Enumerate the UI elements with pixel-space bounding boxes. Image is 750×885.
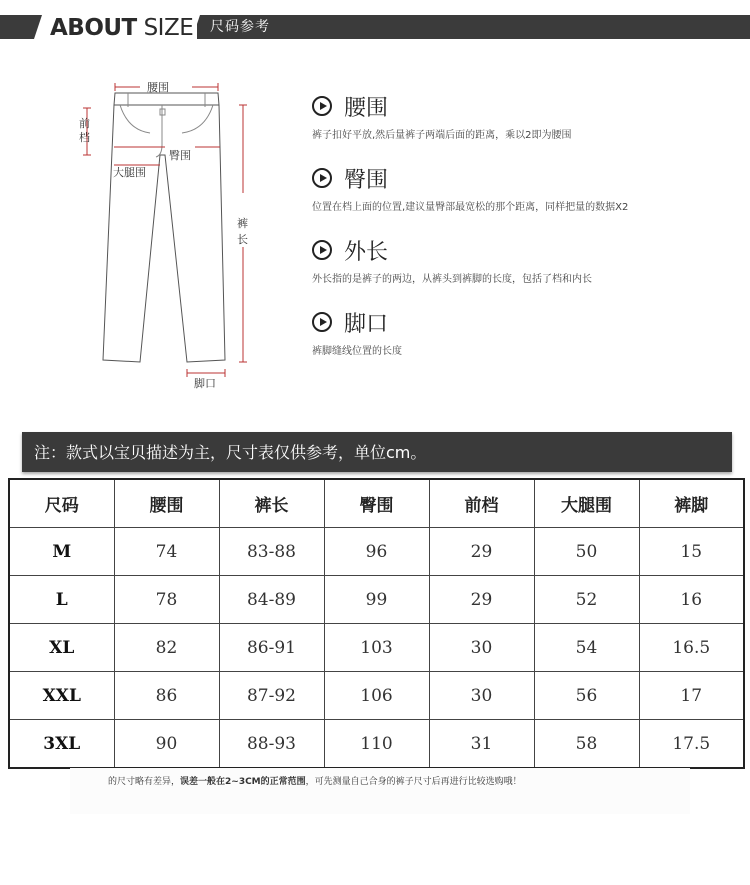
cell: 110 [324, 720, 429, 769]
cell: 78 [114, 576, 219, 624]
cell: 86-91 [219, 624, 324, 672]
cell-size: M [9, 528, 114, 576]
header-waist: 腰围 [114, 479, 219, 528]
header-size: 尺码 [9, 479, 114, 528]
cell: 74 [114, 528, 219, 576]
header-hem: 裤脚 [639, 479, 744, 528]
cell-size: 3XL [9, 720, 114, 769]
cell: 54 [534, 624, 639, 672]
legend-title: 臀围 [344, 167, 389, 193]
legend-title: 脚口 [344, 311, 389, 337]
cell: 106 [324, 672, 429, 720]
cell-size: XXL [9, 672, 114, 720]
legend-desc: 位置在档上面的位置,建议量臀部最宽松的那个距离，同样把量的数据X2 [312, 202, 629, 213]
diagram-label-hem: 脚口 [194, 377, 216, 390]
table-row [9, 672, 744, 720]
cell: 17 [639, 672, 744, 720]
header-thigh: 大腿围 [534, 479, 639, 528]
table-row [9, 576, 744, 624]
header-length: 裤长 [219, 479, 324, 528]
cell: 50 [534, 528, 639, 576]
cell: 84-89 [219, 576, 324, 624]
table-header-row [9, 479, 744, 528]
cell: 88-93 [219, 720, 324, 769]
about-size-title: ABOUT SIZE [50, 11, 197, 45]
footnote-part1: 的尺寸略有差异， [108, 777, 181, 787]
play-circle-icon [312, 240, 332, 260]
cell: 82 [114, 624, 219, 672]
cell: 17.5 [639, 720, 744, 769]
pants-outline [103, 105, 225, 362]
banner-subtitle: 尺码参考 [210, 19, 270, 35]
size-table [8, 478, 745, 769]
cell: 30 [429, 624, 534, 672]
play-circle-icon [312, 312, 332, 332]
cell: 30 [429, 672, 534, 720]
legend-desc: 裤子扣好平放,然后量裤子两端后面的距离，乘以2即为腰围 [312, 130, 572, 141]
cell: 16.5 [639, 624, 744, 672]
legend-title: 外长 [344, 239, 389, 265]
diagram-label-hip: 臀围 [169, 149, 191, 162]
cell-size: L [9, 576, 114, 624]
table-row [9, 720, 744, 769]
cell: 96 [324, 528, 429, 576]
note-bar: 注：款式以宝贝描述为主，尺寸表仅供参考，单位cm。 [22, 432, 732, 472]
diagram-label-thigh: 大腿围 [113, 166, 146, 179]
cell: 86 [114, 672, 219, 720]
cell: 56 [534, 672, 639, 720]
cell: 29 [429, 528, 534, 576]
cell: 99 [324, 576, 429, 624]
header-hip: 臀围 [324, 479, 429, 528]
cell-size: XL [9, 624, 114, 672]
legend-desc: 外长指的是裤子的两边，从裤头到裤脚的长度，包括了档和内长 [312, 274, 592, 285]
cell: 58 [534, 720, 639, 769]
play-circle-icon [312, 168, 332, 188]
footnote-part3: ，可先测量自己合身的裤子尺寸后再进行比较选购哦！ [305, 777, 522, 787]
footnote [70, 768, 690, 814]
legend-title: 腰围 [344, 95, 389, 121]
footnote-emphasis: 误差一般在2~3CM的正常范围 [180, 777, 306, 787]
cell: 90 [114, 720, 219, 769]
table-row [9, 528, 744, 576]
play-circle-icon [312, 96, 332, 116]
diagram-label-front-rise: 前档 [79, 117, 90, 144]
cell: 31 [429, 720, 534, 769]
legend-item-outseam [312, 236, 592, 285]
cell: 103 [324, 624, 429, 672]
pants-diagram [70, 75, 280, 395]
cell: 83-88 [219, 528, 324, 576]
cell: 52 [534, 576, 639, 624]
cell: 29 [429, 576, 534, 624]
header-front-rise: 前档 [429, 479, 534, 528]
legend-item-hem [312, 308, 402, 357]
table-row [9, 624, 744, 672]
cell: 87-92 [219, 672, 324, 720]
diagram-label-length: 裤长 [237, 217, 248, 246]
legend-desc: 裤脚缝线位置的长度 [312, 346, 402, 357]
legend-item-waist [312, 92, 572, 141]
cell: 15 [639, 528, 744, 576]
diagram-label-waist: 腰围 [147, 81, 169, 94]
pants-waistband [114, 93, 219, 105]
cell: 16 [639, 576, 744, 624]
legend-item-hip [312, 164, 628, 213]
